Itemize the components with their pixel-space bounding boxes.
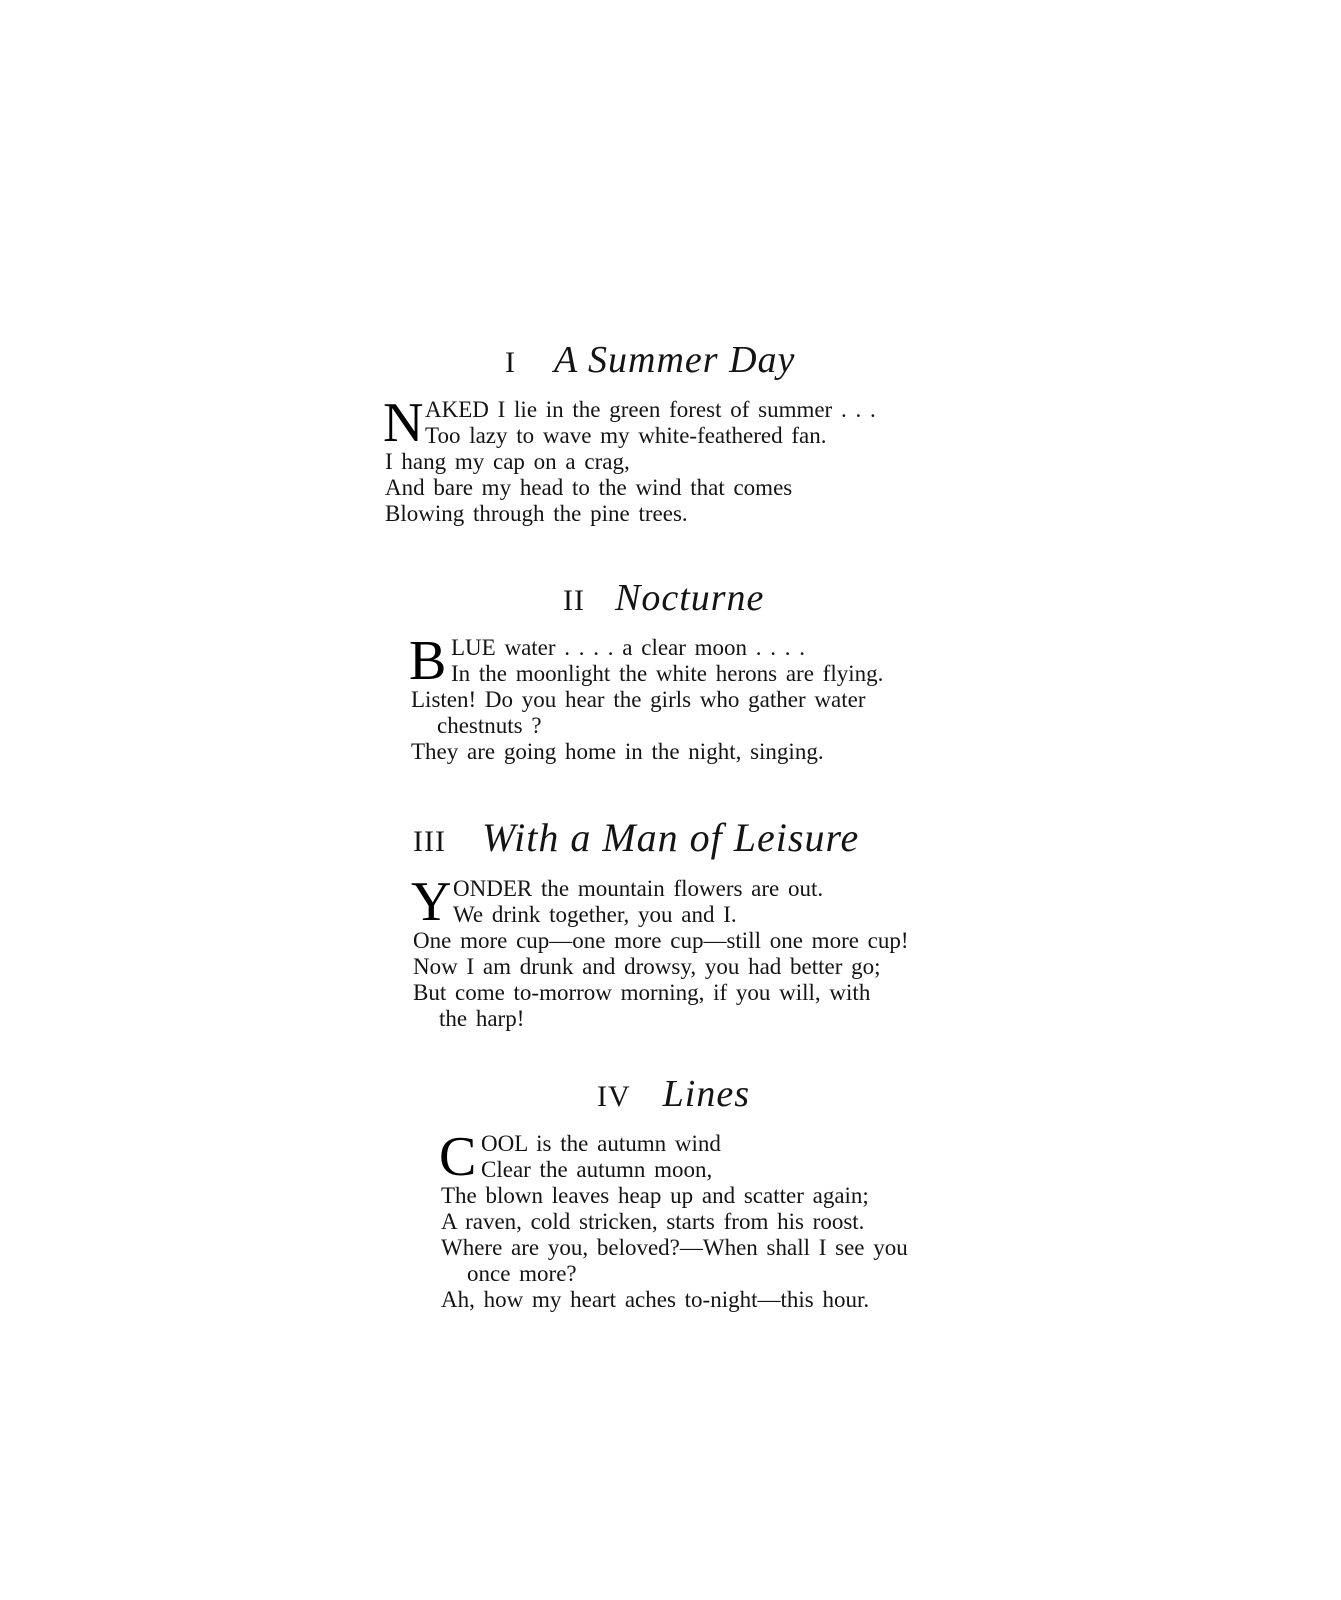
- poem-line: And bare my head to the wind that comes: [385, 475, 793, 500]
- drop-cap-block: [409, 630, 884, 692]
- poem-heading: [411, 578, 883, 621]
- poem-line: In the moonlight the white herons are flying.: [451, 661, 884, 686]
- poem-line: once more?: [467, 1261, 577, 1286]
- poem-line: Ah, how my heart aches to-night—this hour.: [441, 1287, 870, 1312]
- drop-cap: N: [383, 392, 424, 454]
- poem-line: Blowing through the pine trees.: [385, 501, 688, 526]
- poem-heading: [385, 340, 876, 383]
- poem-line: chestnuts ?: [437, 713, 542, 738]
- poem-title: Nocturne: [614, 577, 765, 619]
- drop-cap-block: [383, 392, 876, 454]
- poem-title: Lines: [662, 1073, 751, 1115]
- poem-line: A raven, cold stricken, starts from his roost.: [441, 1209, 865, 1234]
- poem-line: OOL is the autumn wind: [481, 1131, 721, 1156]
- poem-line: Listen! Do you hear the girls who gather water: [411, 687, 866, 712]
- poem-line: But come to-morrow morning, if you will, with: [413, 980, 871, 1005]
- poem-heading: [441, 1074, 908, 1117]
- poem-with-a-man-of-leisure: [411, 815, 909, 1032]
- poem-line: LUE water . . . . a clear moon . . . .: [451, 635, 806, 660]
- poem-line: Now I am drunk and drowsy, you had better go;: [413, 954, 881, 979]
- poem-body: [383, 392, 876, 527]
- poem-body: [439, 1126, 908, 1313]
- poem-line: the harp!: [439, 1006, 525, 1031]
- drop-cap: C: [439, 1126, 477, 1188]
- poem-body: [409, 630, 884, 765]
- poem-numeral: II: [563, 584, 585, 617]
- poem-line: AKED I lie in the green forest of summer . . .: [425, 397, 876, 422]
- poem-lines: [441, 1074, 908, 1313]
- poem-line: I hang my cap on a crag,: [385, 449, 630, 474]
- poem-line: Where are you, beloved?—When shall I see you: [441, 1235, 908, 1260]
- poem-nocturne: [411, 578, 883, 765]
- poem-a-summer-day: [385, 340, 876, 527]
- drop-cap: Y: [411, 871, 452, 933]
- drop-cap-block: [439, 1126, 908, 1188]
- poem-line: ONDER the mountain flowers are out.: [453, 876, 824, 901]
- poem-line: Too lazy to wave my white-feathered fan.: [425, 423, 827, 448]
- poem-numeral: III: [413, 825, 446, 858]
- poem-numeral: I: [505, 346, 516, 379]
- poem-body: [411, 871, 909, 1032]
- poem-line: Clear the autumn moon,: [481, 1157, 713, 1182]
- poem-line: They are going home in the night, singing.: [411, 739, 824, 764]
- poem-numeral: IV: [597, 1080, 631, 1113]
- poem-line: We drink together, you and I.: [453, 902, 737, 927]
- poem-line: The blown leaves heap up and scatter again;: [441, 1183, 869, 1208]
- poem-line: One more cup—one more cup—still one more cup!: [413, 928, 909, 953]
- poem-heading: [413, 815, 909, 862]
- drop-cap: B: [409, 630, 447, 692]
- drop-cap-block: [411, 871, 909, 933]
- poem-title: A Summer Day: [554, 339, 796, 381]
- poem-title: With a Man of Leisure: [481, 815, 860, 860]
